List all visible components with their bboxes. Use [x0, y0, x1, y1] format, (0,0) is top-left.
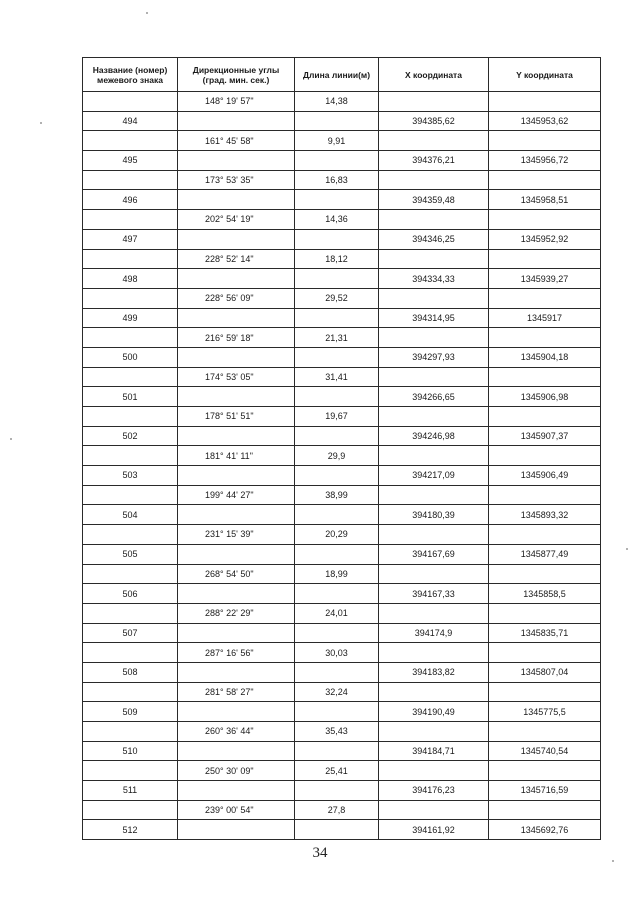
x-coordinate-cell	[379, 407, 489, 427]
direction-angle-cell	[178, 702, 295, 722]
x-coordinate-cell	[379, 92, 489, 112]
line-length-cell	[295, 229, 379, 249]
y-coordinate-cell	[489, 564, 601, 584]
direction-angle-cell: 199° 44' 27"	[178, 485, 295, 505]
line-length-cell: 24,01	[295, 603, 379, 623]
y-coordinate-cell: 1345956,72	[489, 151, 601, 171]
y-coordinate-cell: 1345775,5	[489, 702, 601, 722]
table-row	[83, 544, 601, 564]
marker-name-cell: 503	[83, 466, 178, 486]
marker-name-cell: 496	[83, 190, 178, 210]
line-length-cell	[295, 544, 379, 564]
header-direction-angle: Дирекционные углы (град. мин. сек.)	[178, 58, 295, 92]
marker-name-cell	[83, 367, 178, 387]
direction-angle-cell: 281° 58' 27"	[178, 682, 295, 702]
marker-name-cell: 494	[83, 111, 178, 131]
x-coordinate-cell	[379, 328, 489, 348]
table-row	[83, 426, 601, 446]
marker-name-cell	[83, 722, 178, 742]
table-row	[83, 820, 601, 840]
marker-name-cell	[83, 603, 178, 623]
line-length-cell	[295, 662, 379, 682]
direction-angle-cell: 161° 45' 58"	[178, 131, 295, 151]
direction-angle-cell: 228° 56' 09"	[178, 288, 295, 308]
marker-name-cell: 502	[83, 426, 178, 446]
marker-name-cell	[83, 249, 178, 269]
marker-name-cell	[83, 682, 178, 702]
y-coordinate-cell	[489, 170, 601, 190]
x-coordinate-cell	[379, 722, 489, 742]
marker-name-cell	[83, 210, 178, 230]
marker-name-cell	[83, 407, 178, 427]
line-length-cell: 32,24	[295, 682, 379, 702]
x-coordinate-cell: 394217,09	[379, 466, 489, 486]
direction-angle-cell: 250° 30' 09"	[178, 761, 295, 781]
marker-name-cell: 505	[83, 544, 178, 564]
table-row	[83, 564, 601, 584]
line-length-cell: 19,67	[295, 407, 379, 427]
x-coordinate-cell: 394174,9	[379, 623, 489, 643]
x-coordinate-cell: 394180,39	[379, 505, 489, 525]
direction-angle-cell	[178, 662, 295, 682]
table-row	[83, 466, 601, 486]
line-length-cell	[295, 623, 379, 643]
x-coordinate-cell	[379, 800, 489, 820]
direction-angle-cell: 181° 41' 11"	[178, 446, 295, 466]
direction-angle-cell: 174° 53' 05"	[178, 367, 295, 387]
direction-angle-cell	[178, 544, 295, 564]
line-length-cell: 9,91	[295, 131, 379, 151]
line-length-cell: 18,99	[295, 564, 379, 584]
y-coordinate-cell	[489, 722, 601, 742]
table-row	[83, 308, 601, 328]
table-body	[83, 92, 601, 840]
direction-angle-cell	[178, 229, 295, 249]
marker-name-cell: 497	[83, 229, 178, 249]
y-coordinate-cell: 1345692,76	[489, 820, 601, 840]
direction-angle-cell	[178, 190, 295, 210]
scan-speck	[612, 860, 614, 862]
x-coordinate-cell	[379, 367, 489, 387]
direction-angle-cell: 287° 16' 56"	[178, 643, 295, 663]
table-row	[83, 781, 601, 801]
table-row	[83, 505, 601, 525]
direction-angle-cell: 228° 52' 14"	[178, 249, 295, 269]
marker-name-cell	[83, 643, 178, 663]
header-y-coordinate: Y координата	[489, 58, 601, 92]
marker-name-cell: 509	[83, 702, 178, 722]
page-number: 34	[312, 845, 328, 861]
table-row	[83, 328, 601, 348]
marker-name-cell: 500	[83, 347, 178, 367]
table-row	[83, 249, 601, 269]
x-coordinate-cell	[379, 210, 489, 230]
line-length-cell: 29,52	[295, 288, 379, 308]
marker-name-cell	[83, 761, 178, 781]
table-row	[83, 722, 601, 742]
y-coordinate-cell: 1345917	[489, 308, 601, 328]
direction-angle-cell: 202° 54' 19"	[178, 210, 295, 230]
marker-name-cell: 506	[83, 584, 178, 604]
marker-name-cell	[83, 170, 178, 190]
table-row	[83, 485, 601, 505]
y-coordinate-cell	[489, 682, 601, 702]
header-x-coordinate: X координата	[379, 58, 489, 92]
line-length-cell: 14,38	[295, 92, 379, 112]
y-coordinate-cell: 1345906,49	[489, 466, 601, 486]
table-row	[83, 387, 601, 407]
direction-angle-cell: 260° 36' 44"	[178, 722, 295, 742]
table-row	[83, 741, 601, 761]
y-coordinate-cell: 1345893,32	[489, 505, 601, 525]
x-coordinate-cell	[379, 564, 489, 584]
table-row	[83, 190, 601, 210]
direction-angle-cell	[178, 308, 295, 328]
direction-angle-cell	[178, 426, 295, 446]
line-length-cell	[295, 466, 379, 486]
line-length-cell	[295, 505, 379, 525]
line-length-cell	[295, 781, 379, 801]
x-coordinate-cell	[379, 249, 489, 269]
line-length-cell	[295, 741, 379, 761]
x-coordinate-cell: 394297,93	[379, 347, 489, 367]
scan-speck	[626, 548, 628, 550]
x-coordinate-cell: 394176,23	[379, 781, 489, 801]
marker-name-cell	[83, 288, 178, 308]
x-coordinate-cell: 394314,95	[379, 308, 489, 328]
direction-angle-cell: 239° 00' 54"	[178, 800, 295, 820]
table-row	[83, 407, 601, 427]
table-row	[83, 131, 601, 151]
x-coordinate-cell: 394266,65	[379, 387, 489, 407]
x-coordinate-cell	[379, 131, 489, 151]
line-length-cell: 14,36	[295, 210, 379, 230]
direction-angle-cell	[178, 466, 295, 486]
y-coordinate-cell: 1345740,54	[489, 741, 601, 761]
line-length-cell: 35,43	[295, 722, 379, 742]
y-coordinate-cell	[489, 603, 601, 623]
y-coordinate-cell	[489, 131, 601, 151]
marker-name-cell: 501	[83, 387, 178, 407]
line-length-cell: 27,8	[295, 800, 379, 820]
marker-name-cell: 508	[83, 662, 178, 682]
x-coordinate-cell	[379, 643, 489, 663]
table-row	[83, 111, 601, 131]
direction-angle-cell	[178, 269, 295, 289]
marker-name-cell	[83, 131, 178, 151]
direction-angle-cell	[178, 584, 295, 604]
x-coordinate-cell: 394334,33	[379, 269, 489, 289]
direction-angle-cell	[178, 151, 295, 171]
x-coordinate-cell	[379, 603, 489, 623]
marker-name-cell	[83, 525, 178, 545]
x-coordinate-cell	[379, 485, 489, 505]
x-coordinate-cell: 394376,21	[379, 151, 489, 171]
table-row	[83, 92, 601, 112]
line-length-cell	[295, 151, 379, 171]
header-line-length: Длина линии(м)	[295, 58, 379, 92]
y-coordinate-cell: 1345939,27	[489, 269, 601, 289]
direction-angle-cell: 173° 53' 35"	[178, 170, 295, 190]
direction-angle-cell	[178, 781, 295, 801]
table-row	[83, 623, 601, 643]
y-coordinate-cell	[489, 407, 601, 427]
y-coordinate-cell: 1345904,18	[489, 347, 601, 367]
direction-angle-cell: 178° 51' 51"	[178, 407, 295, 427]
line-length-cell	[295, 387, 379, 407]
x-coordinate-cell: 394183,82	[379, 662, 489, 682]
table-row	[83, 446, 601, 466]
line-length-cell: 29,9	[295, 446, 379, 466]
direction-angle-cell	[178, 111, 295, 131]
line-length-cell	[295, 584, 379, 604]
y-coordinate-cell	[489, 761, 601, 781]
direction-angle-cell: 216° 59' 18"	[178, 328, 295, 348]
table-row	[83, 288, 601, 308]
y-coordinate-cell	[489, 446, 601, 466]
y-coordinate-cell	[489, 249, 601, 269]
direction-angle-cell	[178, 623, 295, 643]
marker-name-cell: 511	[83, 781, 178, 801]
direction-angle-cell	[178, 820, 295, 840]
y-coordinate-cell	[489, 328, 601, 348]
table-row	[83, 584, 601, 604]
x-coordinate-cell: 394385,62	[379, 111, 489, 131]
y-coordinate-cell	[489, 643, 601, 663]
table-row	[83, 347, 601, 367]
line-length-cell	[295, 190, 379, 210]
line-length-cell	[295, 111, 379, 131]
table-row	[83, 682, 601, 702]
x-coordinate-cell: 394167,69	[379, 544, 489, 564]
marker-name-cell	[83, 564, 178, 584]
y-coordinate-cell	[489, 92, 601, 112]
direction-angle-cell	[178, 387, 295, 407]
line-length-cell	[295, 426, 379, 446]
y-coordinate-cell	[489, 525, 601, 545]
table-row	[83, 229, 601, 249]
y-coordinate-cell: 1345952,92	[489, 229, 601, 249]
x-coordinate-cell: 394184,71	[379, 741, 489, 761]
table-row	[83, 702, 601, 722]
line-length-cell: 20,29	[295, 525, 379, 545]
x-coordinate-cell: 394346,25	[379, 229, 489, 249]
y-coordinate-cell	[489, 210, 601, 230]
y-coordinate-cell: 1345958,51	[489, 190, 601, 210]
direction-angle-cell: 288° 22' 29"	[178, 603, 295, 623]
x-coordinate-cell: 394246,98	[379, 426, 489, 446]
table-row	[83, 662, 601, 682]
marker-name-cell: 510	[83, 741, 178, 761]
table-row	[83, 603, 601, 623]
x-coordinate-cell	[379, 682, 489, 702]
y-coordinate-cell: 1345953,62	[489, 111, 601, 131]
y-coordinate-cell: 1345858,5	[489, 584, 601, 604]
y-coordinate-cell: 1345716,59	[489, 781, 601, 801]
line-length-cell	[295, 308, 379, 328]
table-row	[83, 170, 601, 190]
direction-angle-cell: 268° 54' 50"	[178, 564, 295, 584]
scan-speck	[10, 438, 12, 440]
table-row	[83, 761, 601, 781]
scan-speck	[146, 12, 148, 14]
x-coordinate-cell: 394190,49	[379, 702, 489, 722]
x-coordinate-cell: 394167,33	[379, 584, 489, 604]
marker-name-cell: 495	[83, 151, 178, 171]
x-coordinate-cell	[379, 525, 489, 545]
x-coordinate-cell: 394359,48	[379, 190, 489, 210]
header-marker-name: Название (номер) межевого знака	[83, 58, 178, 92]
marker-name-cell: 507	[83, 623, 178, 643]
line-length-cell: 21,31	[295, 328, 379, 348]
line-length-cell: 16,83	[295, 170, 379, 190]
y-coordinate-cell: 1345807,04	[489, 662, 601, 682]
direction-angle-cell	[178, 505, 295, 525]
marker-name-cell: 498	[83, 269, 178, 289]
marker-name-cell	[83, 800, 178, 820]
coordinates-table	[82, 57, 601, 840]
table-row	[83, 269, 601, 289]
y-coordinate-cell: 1345877,49	[489, 544, 601, 564]
y-coordinate-cell: 1345907,37	[489, 426, 601, 446]
table-header-row	[83, 58, 601, 92]
line-length-cell	[295, 269, 379, 289]
line-length-cell	[295, 702, 379, 722]
direction-angle-cell: 231° 15' 39"	[178, 525, 295, 545]
y-coordinate-cell	[489, 800, 601, 820]
y-coordinate-cell: 1345906,98	[489, 387, 601, 407]
table-row	[83, 643, 601, 663]
direction-angle-cell	[178, 347, 295, 367]
line-length-cell: 25,41	[295, 761, 379, 781]
table-row	[83, 800, 601, 820]
table-row	[83, 367, 601, 387]
x-coordinate-cell	[379, 761, 489, 781]
direction-angle-cell	[178, 741, 295, 761]
y-coordinate-cell: 1345835,71	[489, 623, 601, 643]
marker-name-cell	[83, 92, 178, 112]
line-length-cell: 38,99	[295, 485, 379, 505]
line-length-cell: 18,12	[295, 249, 379, 269]
marker-name-cell: 504	[83, 505, 178, 525]
scan-speck	[40, 122, 42, 124]
marker-name-cell	[83, 485, 178, 505]
line-length-cell: 31,41	[295, 367, 379, 387]
x-coordinate-cell	[379, 446, 489, 466]
marker-name-cell: 499	[83, 308, 178, 328]
y-coordinate-cell	[489, 367, 601, 387]
table-row	[83, 151, 601, 171]
y-coordinate-cell	[489, 288, 601, 308]
x-coordinate-cell: 394161,92	[379, 820, 489, 840]
marker-name-cell: 512	[83, 820, 178, 840]
table-row	[83, 525, 601, 545]
y-coordinate-cell	[489, 485, 601, 505]
line-length-cell	[295, 820, 379, 840]
line-length-cell: 30,03	[295, 643, 379, 663]
line-length-cell	[295, 347, 379, 367]
marker-name-cell	[83, 328, 178, 348]
x-coordinate-cell	[379, 288, 489, 308]
marker-name-cell	[83, 446, 178, 466]
table-row	[83, 210, 601, 230]
x-coordinate-cell	[379, 170, 489, 190]
direction-angle-cell: 148° 19' 57"	[178, 92, 295, 112]
